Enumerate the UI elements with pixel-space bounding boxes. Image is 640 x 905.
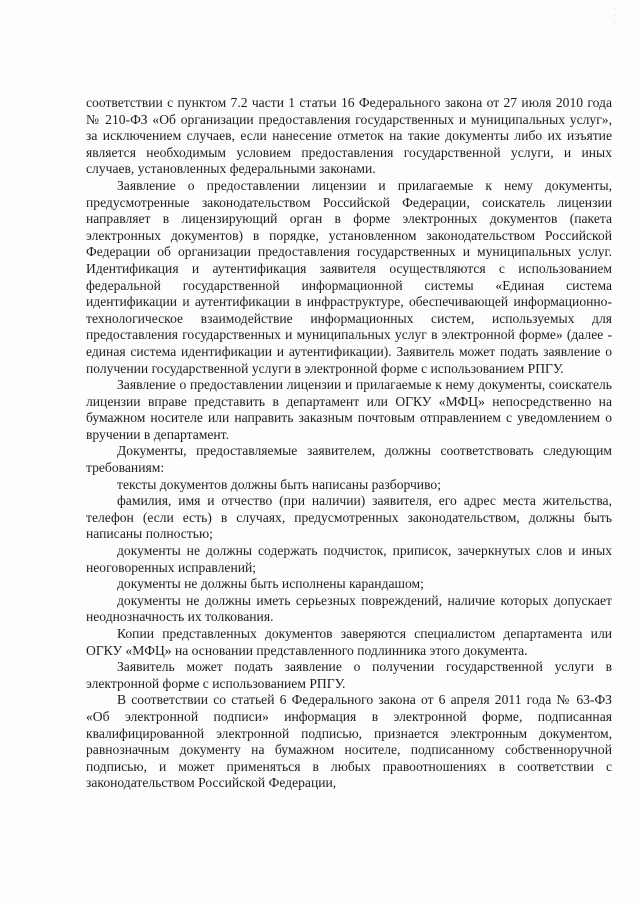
paragraph-paper-submission: Заявление о предоставлении лицензии и прилагаемые к нему документы, соискатель лицензии вправе представить в департамент или ОГКУ «МФЦ» непосредственно на бумажном носителе или направить заказным почтовым отправлением с уведомлением о вручении в департамент. [86, 377, 612, 442]
paragraph-continuation: соответствии с пунктом 7.2 части 1 статьи 16 Федерального закона от 27 июля 2010 года № 210-ФЗ «Об организации предоставления государственных и муниципальных услуг», за исключением случаев, если нанесение отметок на такие документы либо их изъятие является необходимым условием предоставления государственной услуги, и иных случаев, установленных федеральными законами. [86, 95, 612, 177]
paragraph-requirements-intro: Документы, предоставляемые заявителем, должны соответствовать следующим требованиям: [86, 443, 612, 476]
requirement-item: документы не должны содержать подчисток, приписок, зачеркнутых слов и иных неоговоренных исправлений; [86, 543, 612, 575]
document-body [86, 95, 612, 792]
requirement-item: документы не должны быть исполнены карандашом; [117, 576, 424, 592]
requirement-item: фамилия, имя и отчество (при наличии) заявителя, его адрес места жительства, телефон (если есть) в случаях, предусмотренных законодательством, должны быть написаны полностью; [86, 493, 612, 542]
paragraph-electronic-submission: Заявление о предоставлении лицензии и прилагаемые к нему документы, предусмотренные законодательством Российской Федерации, соискатель лицензии направляет в лицензирующий орган в форме электронных документов (пакета электронных документов) в порядке, установленном законодательством Российской Федерации об организации предоставления государственных и муниципальных услуг. Идентификация и аутентификация заявителя осуществляются с использованием федеральной государственной информационной системы «Единая система идентификации и аутентификации в инфраструктуре, обеспечивающей информационно-технологическое взаимодействие информационных систем, используемых для предоставления государственных и муниципальных услуг в электронной форме» (далее - единая система идентификации и аутентификации). Заявитель может подать заявление о получении государственной услуги в электронной форме с использованием РПГУ. [86, 177, 612, 376]
paragraph-copies: Копии представленных документов заверяются специалистом департамента или ОГКУ «МФЦ» на основании представленного подлинника этого документа. [86, 626, 612, 658]
corner-mark: · · · [610, 8, 618, 25]
paragraph-electronic-signature: В соответствии со статьей 6 Федерального закона от 6 апреля 2011 года № 63-ФЗ «Об электронной подписи» информация в электронной форме, подписанная квалифицированной электронной подписью, признается электронным документом, равнозначным документу на бумажном носителе, подписанному собственноручной подписью, и может применяться в любых правоотношениях в соответствии с законодательством Российской Федерации, [86, 692, 612, 791]
requirement-item: документы не должны иметь серьезных повреждений, наличие которых допускает неоднозначность их толкования. [86, 592, 612, 625]
requirement-item: тексты документов должны быть написаны разборчиво; [117, 476, 441, 492]
paragraph-rpgu: Заявитель может подать заявление о получении государственной услуги в электронной форме с использованием РПГУ. [86, 659, 612, 691]
